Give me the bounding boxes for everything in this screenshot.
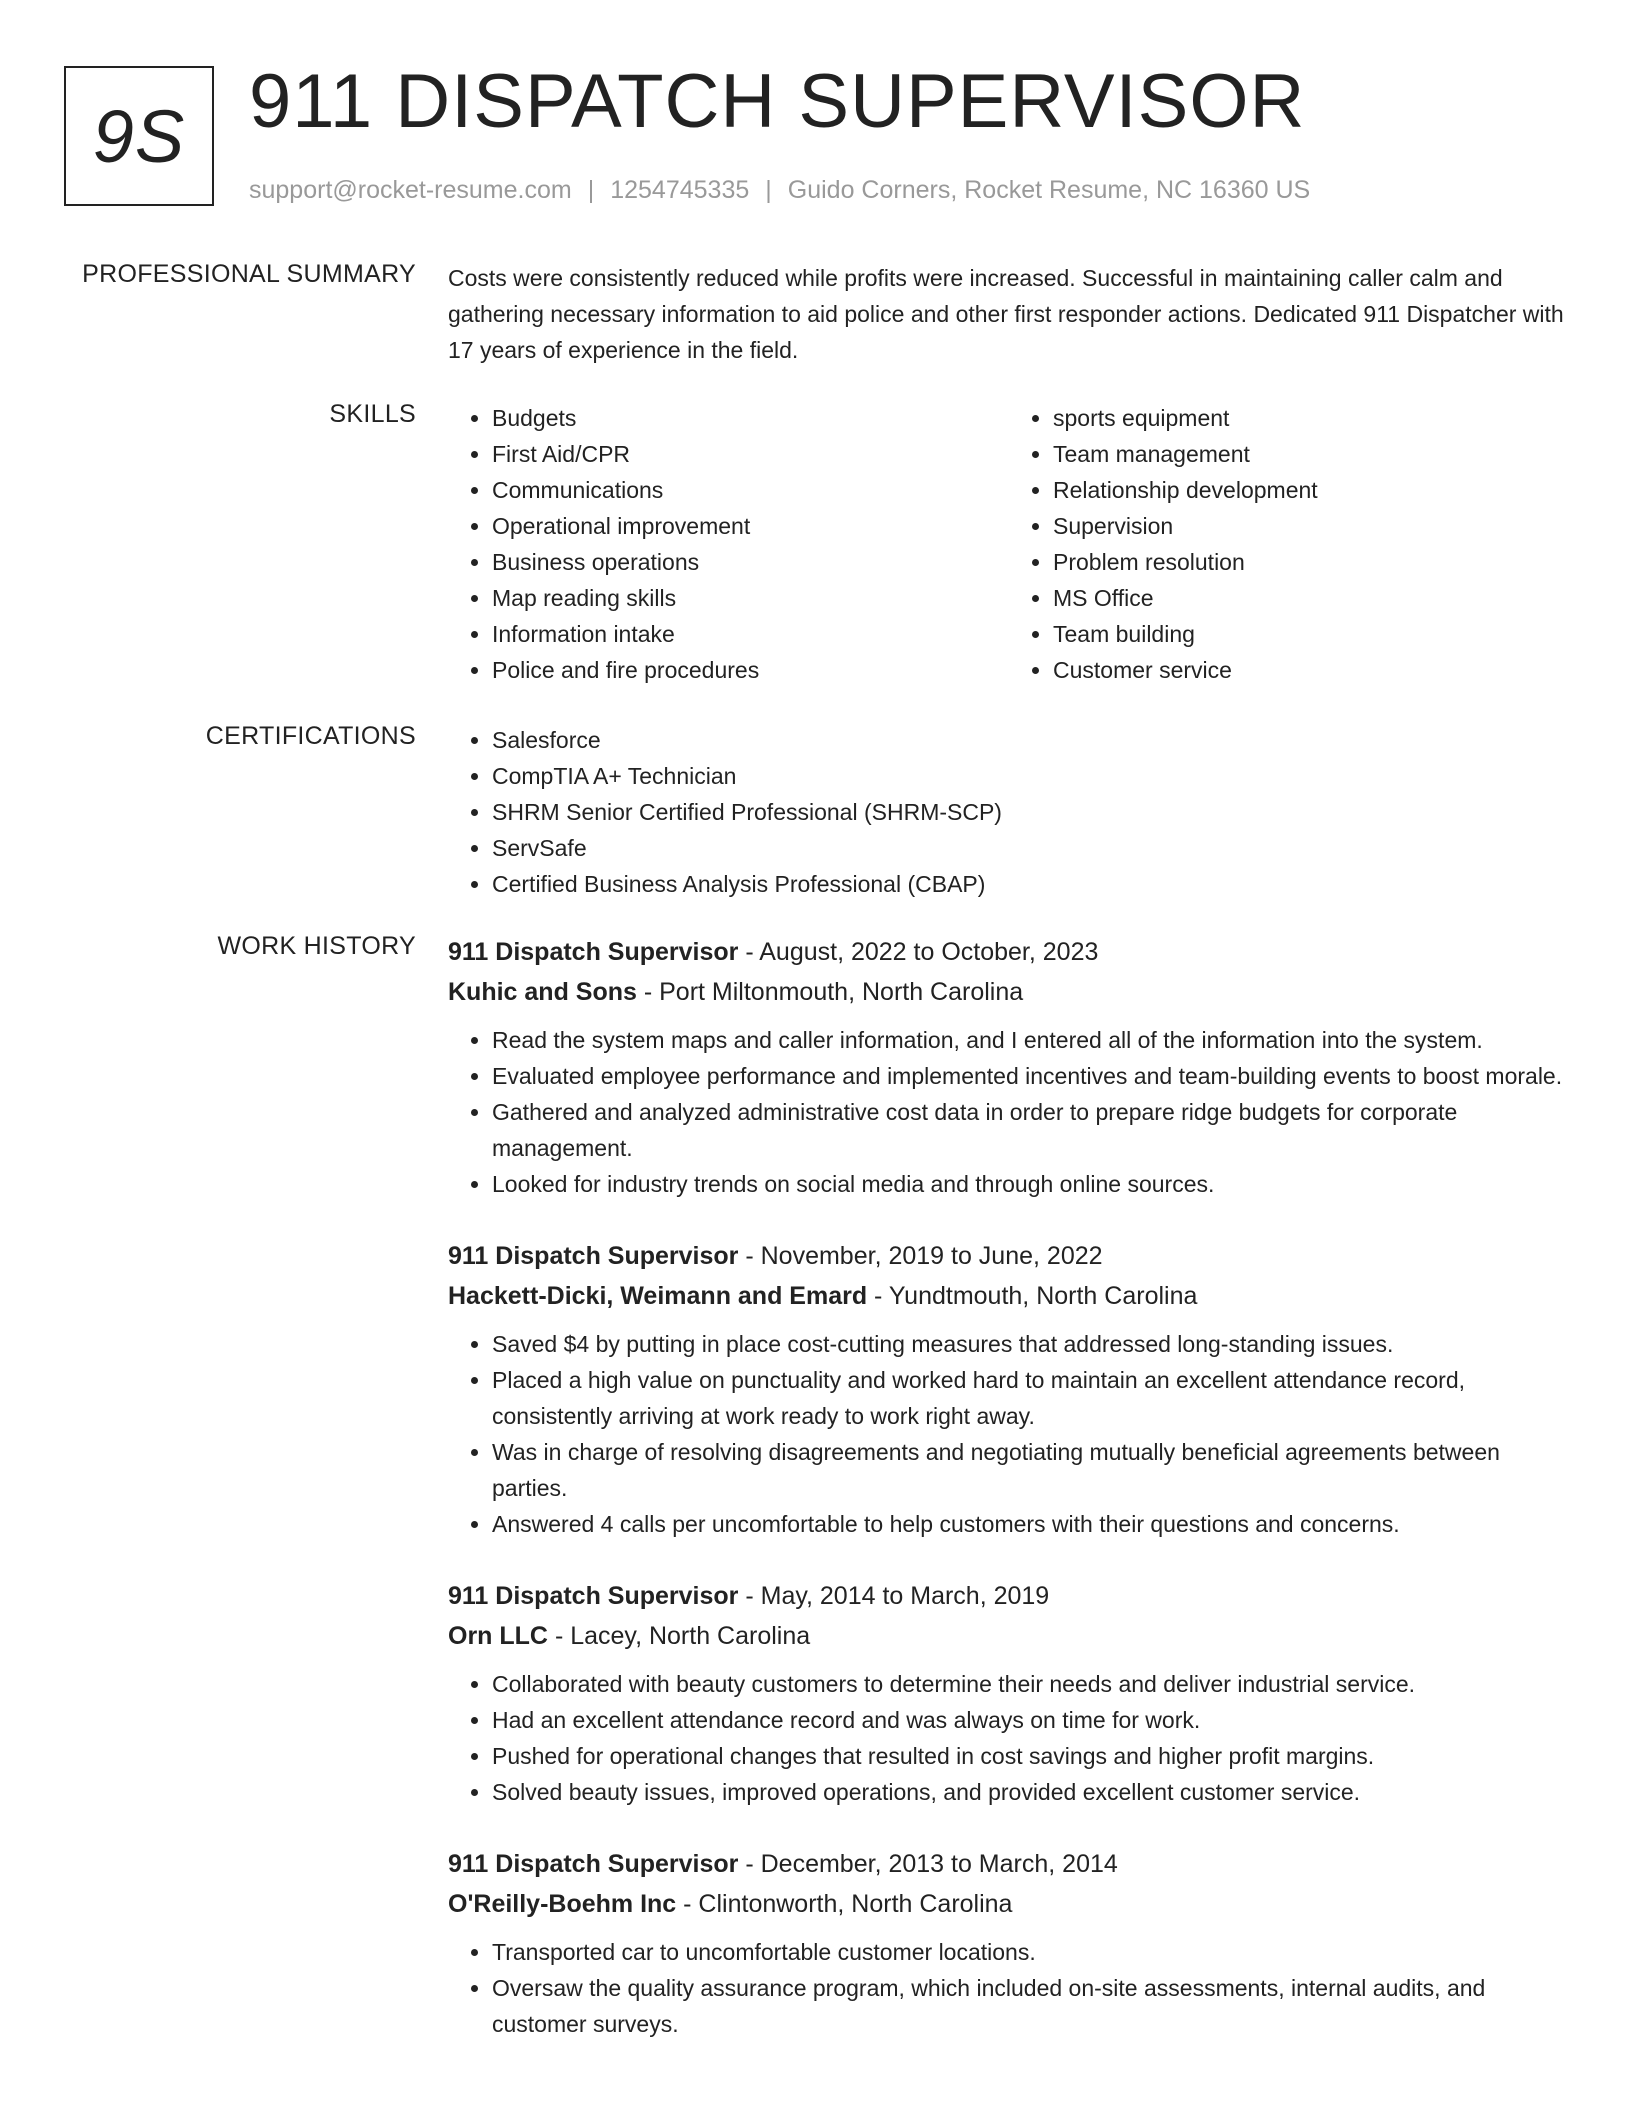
skill-item: • Problem resolution (1053, 544, 1570, 580)
contact-address: Guido Corners, Rocket Resume, NC 16360 US (787, 176, 1311, 204)
job-bullet: • Gathered and analyzed administrative cost data in order to prepare ridge budgets for corporate management. (492, 1094, 1570, 1166)
job-company-line (448, 1616, 1570, 1656)
job-bullet: • Oversaw the quality assurance program, which included on-site assessments, internal audits, and customer surveys. (492, 1970, 1570, 2042)
job-company: O'Reilly-Boehm Inc (448, 1890, 677, 1918)
job-entry (448, 1844, 1570, 2042)
job-bullet: • Answered 4 calls per uncomfortable to help customers with their questions and concerns. (492, 1506, 1570, 1542)
job-bullet: • Looked for industry trends on social media and through online sources. (492, 1166, 1570, 1202)
job-title-line (448, 932, 1570, 972)
contact-line (249, 176, 1310, 205)
job-bullet: • Had an excellent attendance record and was always on time for work. (492, 1702, 1570, 1738)
skills-body (448, 400, 1570, 688)
certification-item: • SHRM Senior Certified Professional (SHRM-SCP) (492, 794, 1570, 830)
skill-item: • Information intake (492, 616, 1009, 652)
job-dates: - November, 2019 to June, 2022 (738, 1242, 1103, 1270)
skill-item: • sports equipment (1053, 400, 1570, 436)
job-title-line (448, 1236, 1570, 1276)
summary-label: PROFESSIONAL SUMMARY (82, 260, 416, 288)
job-dates: - May, 2014 to March, 2019 (738, 1582, 1050, 1610)
job-bullets (448, 1326, 1570, 1542)
contact-separator: | (765, 176, 772, 204)
job-location: - Clintonworth, North Carolina (676, 1890, 1013, 1918)
monogram-logo: 9S (64, 66, 214, 206)
certification-item: • Salesforce (492, 722, 1570, 758)
skill-item: • MS Office (1053, 580, 1570, 616)
job-company-line (448, 972, 1570, 1012)
skill-item: • Supervision (1053, 508, 1570, 544)
job-bullets (448, 1666, 1570, 1810)
skill-item: • First Aid/CPR (492, 436, 1009, 472)
job-title: 911 Dispatch Supervisor (448, 1850, 739, 1878)
skill-item: • Team management (1053, 436, 1570, 472)
skill-item: • Police and fire procedures (492, 652, 1009, 688)
job-company: Orn LLC (448, 1622, 548, 1650)
job-title-line (448, 1844, 1570, 1884)
job-bullets (448, 1934, 1570, 2042)
skills-label: SKILLS (329, 400, 416, 428)
certifications-body (448, 722, 1570, 902)
skill-item: • Communications (492, 472, 1009, 508)
job-company: Kuhic and Sons (448, 978, 637, 1006)
job-title-line (448, 1576, 1570, 1616)
skill-item: • Business operations (492, 544, 1009, 580)
summary-body (448, 260, 1570, 368)
job-bullet: • Pushed for operational changes that resulted in cost savings and higher profit margins. (492, 1738, 1570, 1774)
contact-separator: | (587, 176, 595, 204)
certifications-list (448, 722, 1570, 902)
skills-list-left (448, 400, 1009, 688)
job-company-line (448, 1276, 1570, 1316)
contact-email[interactable]: support@rocket-resume.com (249, 176, 572, 204)
skill-item: • Budgets (492, 400, 1009, 436)
skill-item: • Map reading skills (492, 580, 1009, 616)
job-bullet: • Evaluated employee performance and implemented incentives and team-building events to boost morale. (492, 1058, 1570, 1094)
skills-list-right (1009, 400, 1570, 688)
job-bullet: • Was in charge of resolving disagreements and negotiating mutually beneficial agreements between parties. (492, 1434, 1570, 1506)
skill-item: • Operational improvement (492, 508, 1009, 544)
job-bullet: • Placed a high value on punctuality and worked hard to maintain an excellent attendance record, consistently arriving at work ready to work right away. (492, 1362, 1570, 1434)
work-history-label: WORK HISTORY (217, 932, 416, 960)
job-company-line (448, 1884, 1570, 1924)
work-history-body (448, 932, 1570, 2076)
summary-text: Costs were consistently reduced while profits were increased. Successful in maintaining caller calm and gathering necessary information to aid police and other first responder actions. Dedicated 911 Dispatcher with 17 years of experience in the field. (448, 265, 1564, 363)
job-company: Hackett-Dicki, Weimann and Emard (448, 1282, 868, 1310)
skill-item: • Team building (1053, 616, 1570, 652)
contact-phone[interactable]: 1254745335 (610, 176, 750, 204)
skill-item: • Relationship development (1053, 472, 1570, 508)
certifications-label: CERTIFICATIONS (205, 722, 416, 750)
job-entry (448, 1576, 1570, 1810)
certification-item: • CompTIA A+ Technician (492, 758, 1570, 794)
job-bullet: • Collaborated with beauty customers to determine their needs and deliver industrial service. (492, 1666, 1570, 1702)
job-entry (448, 932, 1570, 1202)
job-entry (448, 1236, 1570, 1542)
certification-item: • ServSafe (492, 830, 1570, 866)
job-bullet: • Solved beauty issues, improved operations, and provided excellent customer service. (492, 1774, 1570, 1810)
job-bullet: • Read the system maps and caller information, and I entered all of the information into the system. (492, 1022, 1570, 1058)
job-location: - Yundtmouth, North Carolina (867, 1282, 1198, 1310)
job-bullet: • Transported car to uncomfortable customer locations. (492, 1934, 1570, 1970)
job-title: 911 Dispatch Supervisor (448, 1582, 739, 1610)
job-dates: - December, 2013 to March, 2014 (738, 1850, 1118, 1878)
job-location: - Lacey, North Carolina (548, 1622, 811, 1650)
job-dates: - August, 2022 to October, 2023 (738, 938, 1099, 966)
job-location: - Port Miltonmouth, North Carolina (636, 978, 1024, 1006)
certification-item: • Certified Business Analysis Professional (CBAP) (492, 866, 1570, 902)
job-bullets (448, 1022, 1570, 1202)
job-title: 911 Dispatch Supervisor (448, 938, 739, 966)
resume-title: 911 DISPATCH SUPERVISOR (249, 59, 1306, 144)
skill-item: • Customer service (1053, 652, 1570, 688)
job-title: 911 Dispatch Supervisor (448, 1242, 739, 1270)
job-bullet: • Saved $4 by putting in place cost-cutting measures that addressed long-standing issues. (492, 1326, 1570, 1362)
